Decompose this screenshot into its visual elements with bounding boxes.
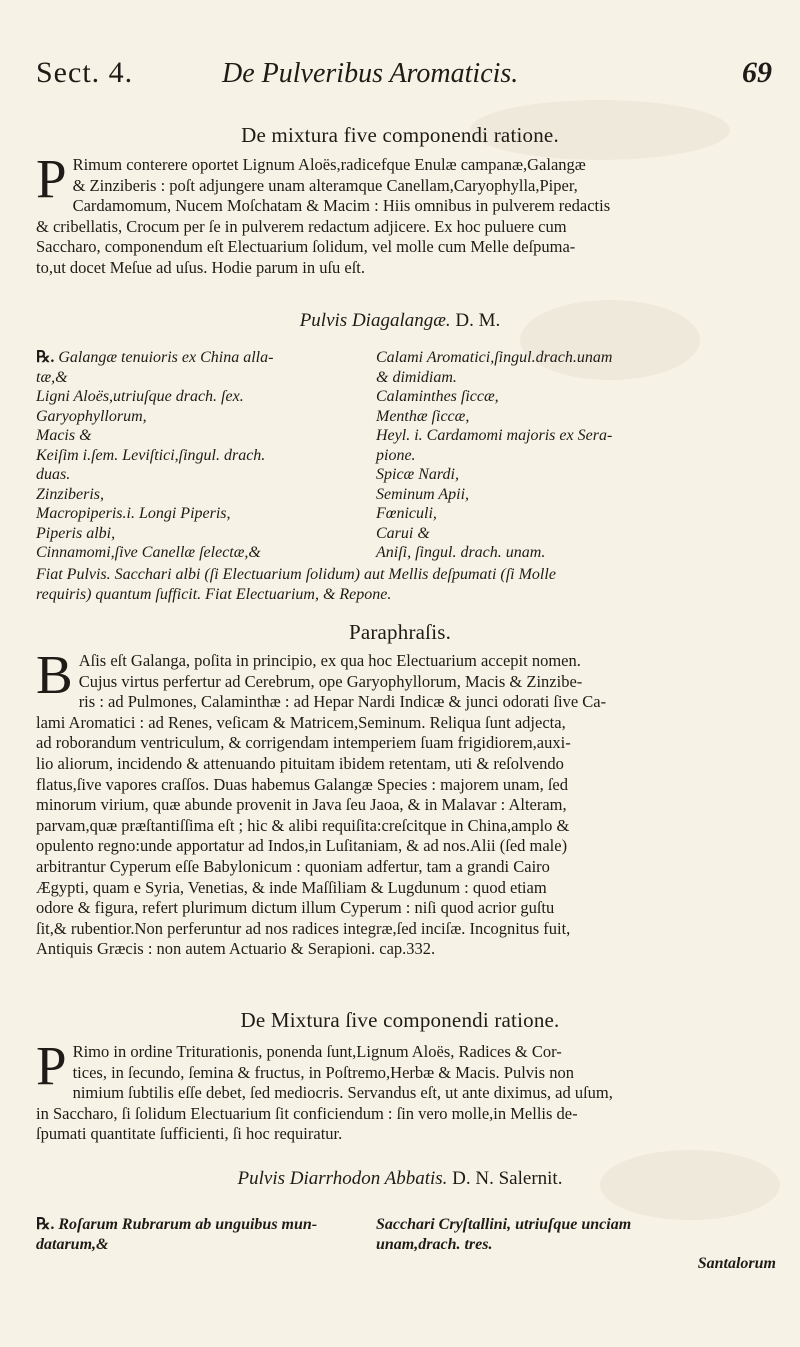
recipe-name: Pulvis Diarrhodon Abbatis. [237, 1168, 448, 1189]
ingredient-line: Macis & [36, 427, 92, 444]
ingredient-line: datarum,& [36, 1235, 109, 1253]
ingredient-line: Calami Aromatici,ſingul.drach.unam [376, 349, 613, 366]
recipe-title [0, 1168, 800, 1190]
text-line: ris : ad Pulmones, Calaminthæ : ad Hepar Nardi Indicæ & junci odorati ſive Ca- [78, 692, 607, 712]
ingredients-left-column [36, 348, 366, 563]
paragraph-mixtura-2 [36, 1035, 786, 1145]
recipe-title [0, 310, 800, 332]
text-line: requiris) quantum ſufficit. Fiat Electuarium, & Repone. [36, 586, 392, 603]
ingredient-line: duas. [36, 466, 71, 483]
ingredients-left-column [36, 1215, 366, 1254]
text-line: odore & figura, refert plurimum dictum illum Cyperum : niſi quod acrior guſtu [36, 898, 555, 918]
ingredient-line: Sacchari Cryſtallini, utriuſque unciam [376, 1216, 632, 1233]
paragraph-paraphrasis [36, 644, 786, 960]
text-line: tices, in ſecundo, ſemina & fructus, in Poſtremo,Herbæ & Macis. Pulvis non [72, 1062, 574, 1082]
paragraph-mixtura [36, 148, 786, 279]
ingredient-line: Ligni Aloës,utriuſque drach. ſex. [36, 388, 244, 405]
text-line: lio aliorum, incidendo & attenuando pituitam ibidem retentam, uti & reſolvendo [36, 753, 564, 773]
text-line: Rimum conterere oportet Lignum Aloës,radicefque Enulæ campanæ,Galangæ [72, 155, 586, 174]
recipe-symbol: ℞. [36, 1216, 55, 1233]
text-line: parvam,quæ præſtantiſſima eſt ; hic & alibi requiſita:creſcitque in China,amplo & [36, 815, 570, 835]
ingredient-line: tæ,& [36, 368, 68, 386]
ingredient-line: Garyophyllorum, [36, 407, 147, 425]
drop-cap: B [36, 644, 73, 705]
ingredient-line: Keiſim i.ſem. Leviſtici,ſingul. drach. [36, 446, 266, 464]
text-line: & Zinziberis : poſt adjungere unam alteramque Canellam,Caryophylla,Piper, [72, 175, 578, 195]
ingredients-right-column [376, 1215, 786, 1274]
ingredient-line: ℞. Roſarum Rubrarum ab unguibus mun- [36, 1216, 318, 1233]
ingredient-list [36, 1215, 786, 1295]
page-number: 69 [742, 56, 772, 89]
text-line: in Saccharo, ſi ſolidum Electuarium ſit conficiendum : ſin vero molle,in Mellis de- [36, 1103, 578, 1123]
ingredient-line: Fœniculi, [376, 505, 437, 522]
text-line: Fiat Pulvis. Sacchari albi (ſi Electuarium ſolidum) aut Mellis deſpumati (ſi Molle [36, 566, 556, 583]
ingredient-line: Menthæ ſiccæ, [376, 407, 470, 425]
text-line: lami Aromatici : ad Renes, veſicam & Matricem,Seminum. Reliqua ſunt adjecta, [36, 712, 566, 732]
ingredient-line: Carui & [376, 524, 430, 542]
ingredient-line: Cinnamomi,ſive Canellæ ſelectæ,& [36, 544, 261, 561]
section-number: Sect. 4. [36, 56, 134, 89]
ingredient-line: Aniſi, ſingul. drach. unam. [376, 544, 546, 561]
text-line: nimium ſubtilis eſſe debet, ſed mediocris. Servandus eſt, ut ante diximus, ad uſum, [72, 1083, 613, 1103]
running-title: De Pulveribus Aromaticis. [222, 58, 519, 89]
section-heading: De mixtura five componendi ratione. [241, 123, 559, 147]
drop-cap: P [36, 1035, 67, 1096]
text-line: Rimo in ordine Triturationis, ponenda ſunt,Lignum Aloës, Radices & Cor- [72, 1042, 562, 1061]
text-line: flatus,ſive vapores craſſos. Duas habemus Galangæ Species : majorem unam, ſed [36, 774, 568, 794]
recipe-author: D. N. Salernit. [452, 1168, 563, 1189]
preparation-instruction [36, 565, 786, 605]
text-line: Antiquis Græcis : non autem Actuario & Serapioni. cap.332. [36, 939, 436, 959]
ingredient-line: Piperis albi, [36, 524, 116, 542]
catchword: Santalorum [697, 1255, 776, 1272]
text-line: Cardamomum, Nucem Moſchatam & Macim : Hiis omnibus in pulverem redactis [72, 196, 611, 216]
text-line: opulento regno:unde apportatur ad Indos,in Luſitaniam, & ad nos.Alii (ſed male) [36, 836, 568, 856]
text-line: arbitrantur Cyperum eſſe Babylonicum : quoniam adfertur, tam a grandi Cairo [36, 856, 550, 876]
text-line: Saccharo, componendum eſt Electuarium ſolidum, vel molle cum Melle deſpuma- [36, 237, 576, 257]
ingredient-line: Seminum Apii, [376, 485, 470, 503]
ingredient-line: Heyl. i. Cardamomi majoris ex Sera- [376, 427, 613, 444]
recipe-author: D. M. [455, 310, 501, 331]
text-line: Cujus virtus perfertur ad Cerebrum, ope Garyophyllorum, Macis & Zinzibe- [78, 671, 583, 691]
ingredient-line: & dimidiam. [376, 368, 457, 386]
ingredients-right-column [376, 348, 786, 563]
ingredient-line: ℞. Galangæ tenuioris ex China alla- [36, 349, 274, 366]
ingredient-line: Spicæ Nardi, [376, 466, 459, 483]
text-line: Aſis eſt Galanga, poſita in principio, ex qua hoc Electuarium accepit nomen. [78, 651, 581, 670]
text-line: ſit,& rubentior.Non perferuntur ad nos radices integræ,ſed inciſæ. Incognitus fuit, [36, 918, 571, 938]
section-heading: De Mixtura ſive componendi ratione. [240, 1008, 560, 1032]
running-head [36, 56, 780, 100]
section-heading: Paraphraſis. [348, 620, 452, 644]
text-line: & cribellatis, Crocum per ſe in pulverem redactum adjicere. Ex hoc puluere cum [36, 216, 567, 236]
recipe-symbol: ℞. [36, 349, 55, 366]
ingredient-line: unam,drach. tres. [376, 1235, 493, 1253]
drop-cap: P [36, 148, 67, 209]
ingredient-line: Calaminthes ſiccæ, [376, 388, 499, 405]
text-line: minorum virium, quæ abunde provenit in Java ſeu Jaoa, & in Malavar : Alteram, [36, 795, 567, 815]
text-line: ſpumati quantitate ſufficienti, ſi hoc requiratur. [36, 1124, 343, 1144]
ingredient-list [36, 348, 786, 568]
text-line: ad roborandum ventriculum, & corrigendam intemperiem ſuam frigidiorem,auxi- [36, 733, 571, 753]
recipe-name: Pulvis Diagalangæ. [299, 310, 451, 331]
text-line: to,ut docet Meſue ad uſus. Hodie parum in uſu eſt. [36, 257, 366, 277]
text-line: Ægypti, quam e Syria, Venetias, & inde Maſſiliam & Lugdunum : quod etiam [36, 877, 547, 897]
ingredient-line: Zinziberis, [36, 485, 105, 503]
ingredient-line: Macropiperis.i. Longi Piperis, [36, 505, 231, 522]
ingredient-line: pione. [376, 446, 416, 464]
